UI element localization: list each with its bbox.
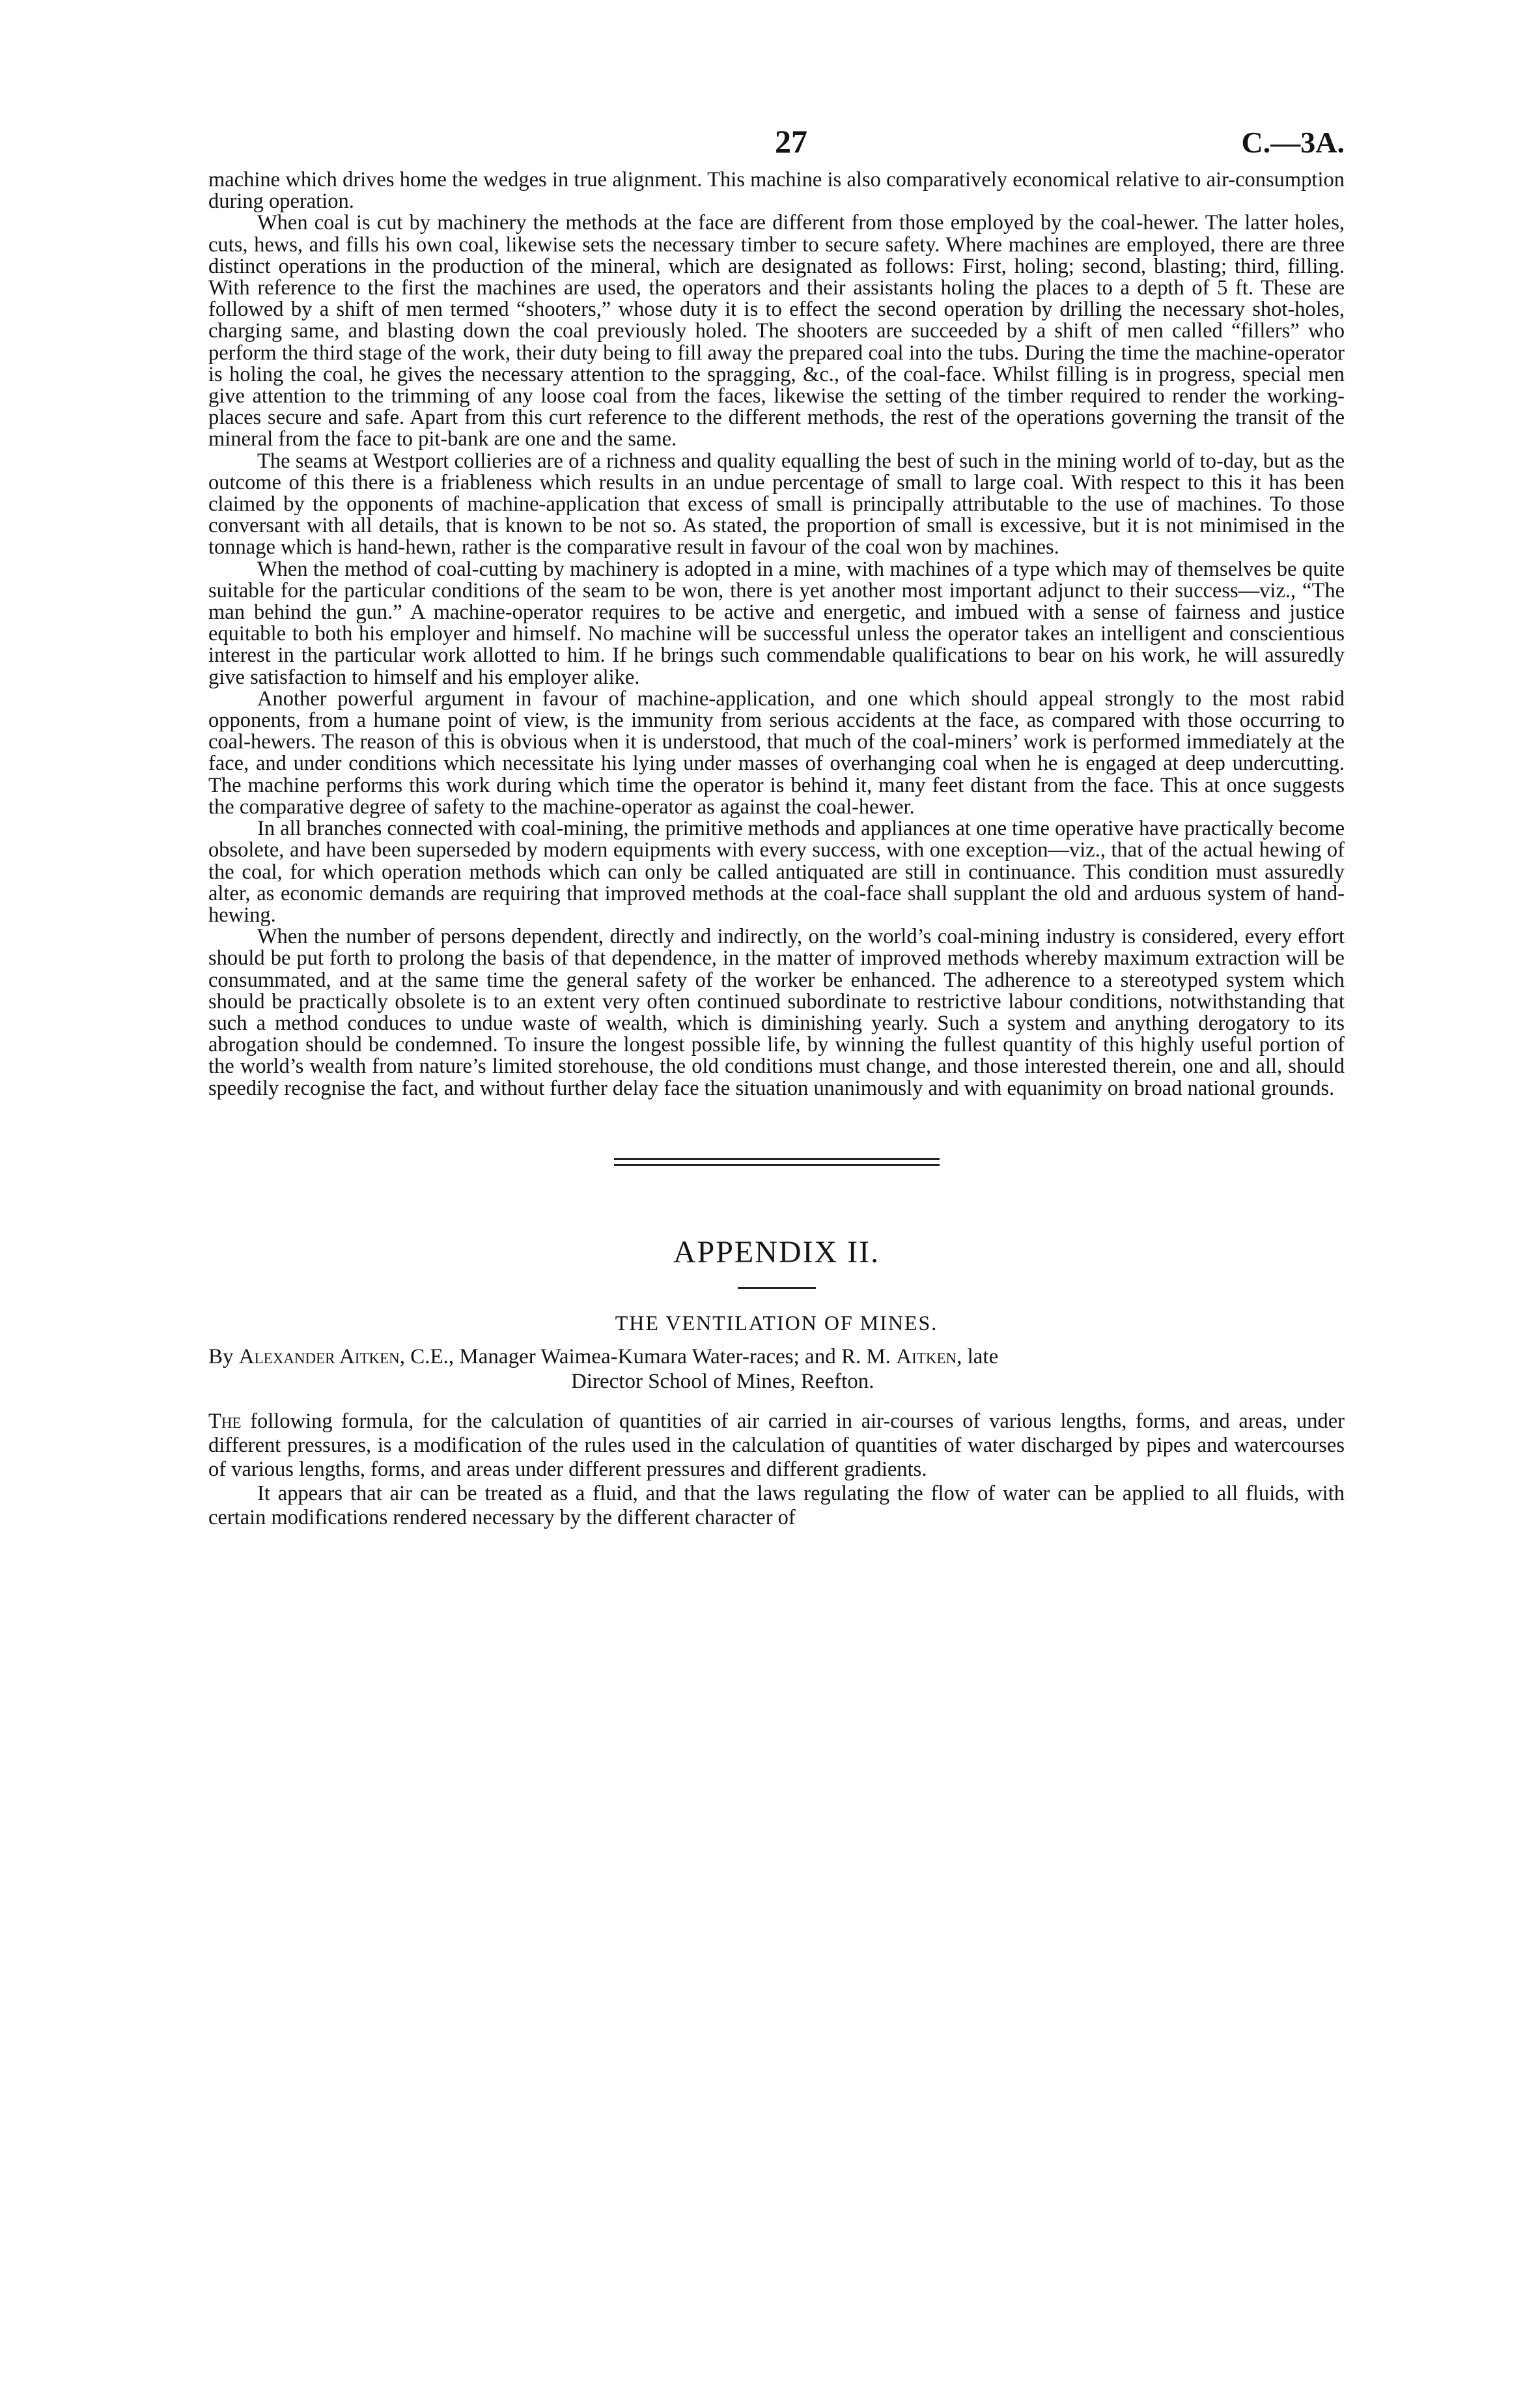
divider-line-bottom: [614, 1164, 940, 1166]
paragraph-4: When the method of coal-cutting by machinery is adopted in a mine, with machines of a type which may of themselves be quite suitable for the particular conditions of the seam to be won, there is yet another most important adjunct to their success—viz., “The man behind the gun.” A machine-operator requires to be active and energetic, and imbued with a sense of fairness and justice equitable to both his employer and himself. No machine will be successful unless the operator takes an intelligent and conscientious interest in the particular work allotted to him. If he brings such commendable qualifications to bear on his work, he will assuredly give satisfaction to himself and his employer alike.: [208, 557, 1345, 689]
byline-author-2: Aitken: [896, 1344, 957, 1368]
appendix-paragraph-1: [208, 1409, 1345, 1482]
appendix-body-text: [208, 1409, 1345, 1530]
paragraph-5: Another powerful argument in favour of machine-application, and one which should appeal strongly to the most rabid opponents, from a humane point of view, is the immunity from serious accidents at the face, as compared with those occurring to coal-hewers. The reason of this is obvious when it is understood, that much of the coal-miners’ work is performed immediately at the face, and under conditions which necessitate his lying under masses of overhanging coal when he is engaged at deep undercutting. The machine performs this work during which time the operator is behind it, many feet distant from the face. This at once suggests the comparative degree of safety to the machine-operator as against the coal-hewer.: [208, 687, 1345, 819]
paragraph-2: When coal is cut by machinery the methods at the face are different from those employed by the coal-hewer. The latter holes, cuts, hews, and fills his own coal, likewise sets the necessary timber to secure safety. Where machines are employed, there are three distinct operations in the production of the mineral, which are designated as follows: First, holing; second, blasting; third, filling. With reference to the first the machines are used, the operators and their assistants holing the places to a depth of 5 ft. These are followed by a shift of men termed “shooters,” whose duty it is to effect the second operation by drilling the necessary shot-holes, charging same, and blasting down the coal previously holed. The shooters are succeeded by a shift of men called “fillers” who perform the third stage of the work, their duty being to fill away the prepared coal into the tubs. During the time the machine-operator is holing the coal, he gives the necessary attention to the spragging, &c., of the coal-face. Whilst filling is in progress, special men give attention to the trimming of any loose coal from the faces, likewise the setting of the timber required to render the working-places secure and safe. Apart from this curt reference to the different methods, the rest of the operations governing the transit of the mineral from the face to pit-bank are one and the same.: [208, 211, 1345, 451]
byline-line-2: Director School of Mines, Reefton.: [571, 1369, 874, 1393]
byline-prefix: By: [208, 1344, 234, 1368]
byline-details-1: , C.E., Manager Waimea-Kumara Water-races; and R. M.: [399, 1344, 897, 1368]
appendix-paragraph-1-lead: The: [208, 1409, 242, 1433]
page-number: 27: [775, 123, 807, 160]
document-page: [208, 111, 1345, 1530]
title-underline: [738, 1287, 816, 1289]
appendix-paragraph-2: It appears that air can be treated as a fluid, and that the laws regulating the flow of water can be applied to all fluids, with certain modifications rendered necessary by the different character of: [208, 1481, 1345, 1529]
appendix-paragraph-1-text: following formula, for the calculation of quantities of air carried in air-courses of various lengths, forms, and areas, under different pressures, is a modification of the rules used in the calculation of quantities of water discharged by pipes and watercourses of various lengths, forms, and areas under different pressures and different gradients.: [208, 1409, 1345, 1481]
main-body-text: [208, 169, 1345, 1099]
document-reference: C.—3A.: [1241, 126, 1345, 159]
section-divider: [614, 1158, 940, 1166]
divider-line-top: [614, 1158, 940, 1160]
byline-details-2: , late: [957, 1344, 999, 1368]
paragraph-3: The seams at Westport collieries are of a richness and quality equalling the best of such in the mining world of to-day, but as the outcome of this there is a friableness which results in an undue percentage of small to large coal. With respect to this it has been claimed by the opponents of machine-application that excess of small is principally attributable to the use of machines. To those conversant with all details, that is known to be not so. As stated, the proportion of small is excessive, but it is not minimised in the tonnage which is hand-hewn, rather is the comparative result in favour of the coal won by machines.: [208, 449, 1345, 560]
byline: [208, 1344, 1345, 1394]
byline-author-1: Alexander Aitken: [238, 1344, 400, 1368]
appendix-title: APPENDIX II.: [673, 1234, 880, 1269]
section-title: THE VENTILATION OF MINES.: [615, 1310, 938, 1335]
paragraph-1: machine which drives home the wedges in true alignment. This machine is also comparatively economical relative to air-consumption during operation.: [208, 168, 1345, 214]
paragraph-7: When the number of persons dependent, directly and indirectly, on the world’s coal-mining industry is considered, every effort should be put forth to prolong the basis of that dependence, in the matter of improved methods whereby maximum extraction will be consummated, and at the same time the general safety of the worker be enhanced. The adherence to a stereotyped system which should be practically obsolete is to an extent very often continued subordinate to restrictive labour conditions, notwithstanding that such a method conduces to undue waste of wealth, which is diminishing yearly. Such a system and anything derogatory to its abrogation should be condemned. To insure the longest possible life, by winning the fullest quantity of this highly useful portion of the world’s wealth from nature’s limited storehouse, the old conditions must change, and those interested therein, one and all, should speedily recognise the fact, and without further delay face the situation unanimously and with equanimity on broad national grounds.: [208, 925, 1345, 1100]
byline-line-1: [208, 1344, 1345, 1369]
page-header: [208, 111, 1345, 169]
paragraph-6: In all branches connected with coal-mining, the primitive methods and appliances at one time operative have practically become obsolete, and have been superseded by modern equipments with every success, with one exception—viz., that of the actual hewing of the coal, for which operation methods which can only be called antiquated are still in continuance. This condition must assuredly alter, as economic demands are requiring that improved methods at the coal-face shall supplant the old and arduous system of hand-hewing.: [208, 817, 1345, 927]
